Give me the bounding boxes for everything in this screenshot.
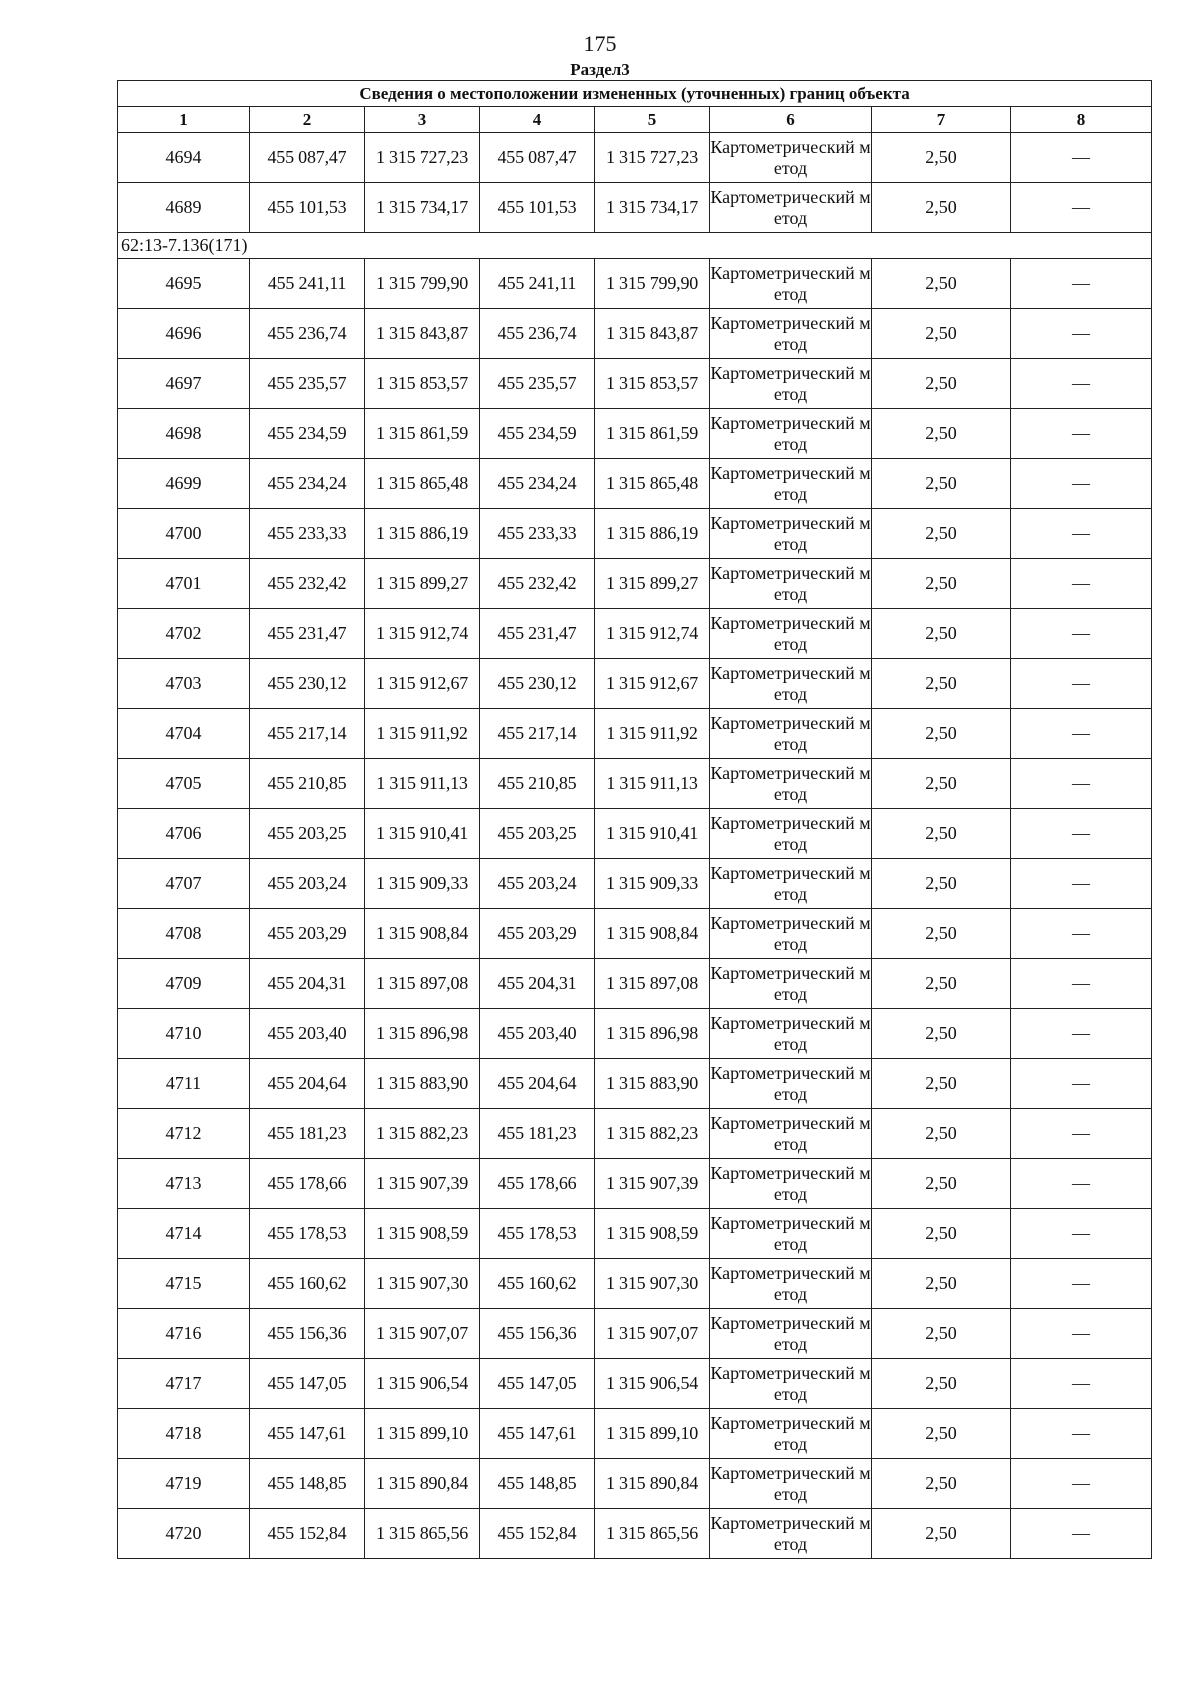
x-existing: 455 236,74 xyxy=(250,309,365,359)
x-refined: 455 087,47 xyxy=(480,133,595,183)
table-row xyxy=(118,259,1152,309)
y-existing: 1 315 896,98 xyxy=(365,1009,480,1059)
precision-cell: 2,50 xyxy=(872,959,1011,1009)
point-number: 4719 xyxy=(118,1459,250,1509)
x-existing: 455 147,05 xyxy=(250,1359,365,1409)
x-refined: 455 178,66 xyxy=(480,1159,595,1209)
method-cell: Картометрический метод xyxy=(710,1409,872,1459)
y-refined: 1 315 907,07 xyxy=(595,1309,710,1359)
x-existing: 455 232,42 xyxy=(250,559,365,609)
x-refined: 455 148,85 xyxy=(480,1459,595,1509)
y-refined: 1 315 861,59 xyxy=(595,409,710,459)
table-row xyxy=(118,1159,1152,1209)
x-existing: 455 160,62 xyxy=(250,1259,365,1309)
point-number: 4700 xyxy=(118,509,250,559)
precision-cell: 2,50 xyxy=(872,409,1011,459)
precision-cell: 2,50 xyxy=(872,259,1011,309)
x-existing: 455 234,24 xyxy=(250,459,365,509)
y-existing: 1 315 911,92 xyxy=(365,709,480,759)
table-row xyxy=(118,959,1152,1009)
method-cell: Картометрический метод xyxy=(710,1309,872,1359)
note-cell: — xyxy=(1011,1209,1152,1259)
point-number: 4711 xyxy=(118,1059,250,1109)
y-refined: 1 315 882,23 xyxy=(595,1109,710,1159)
point-number: 4713 xyxy=(118,1159,250,1209)
point-number: 4703 xyxy=(118,659,250,709)
precision-cell: 2,50 xyxy=(872,1459,1011,1509)
point-number: 4698 xyxy=(118,409,250,459)
method-cell: Картометрический метод xyxy=(710,859,872,909)
point-number: 4704 xyxy=(118,709,250,759)
y-refined: 1 315 912,67 xyxy=(595,659,710,709)
method-cell: Картометрический метод xyxy=(710,559,872,609)
method-cell: Картометрический метод xyxy=(710,509,872,559)
note-cell: — xyxy=(1011,559,1152,609)
y-existing: 1 315 906,54 xyxy=(365,1359,480,1409)
table-row xyxy=(118,309,1152,359)
y-refined: 1 315 883,90 xyxy=(595,1059,710,1109)
y-existing: 1 315 882,23 xyxy=(365,1109,480,1159)
y-existing: 1 315 861,59 xyxy=(365,409,480,459)
method-cell: Картометрический метод xyxy=(710,409,872,459)
note-cell: — xyxy=(1011,709,1152,759)
point-number: 4720 xyxy=(118,1509,250,1559)
method-cell: Картометрический метод xyxy=(710,309,872,359)
note-cell: — xyxy=(1011,1309,1152,1359)
table-caption-row xyxy=(118,81,1152,107)
y-refined: 1 315 727,23 xyxy=(595,133,710,183)
y-existing: 1 315 886,19 xyxy=(365,509,480,559)
column-number: 2 xyxy=(250,107,365,133)
method-cell: Картометрический метод xyxy=(710,359,872,409)
y-refined: 1 315 911,92 xyxy=(595,709,710,759)
note-cell: — xyxy=(1011,409,1152,459)
table-row xyxy=(118,509,1152,559)
y-refined: 1 315 896,98 xyxy=(595,1009,710,1059)
y-existing: 1 315 727,23 xyxy=(365,133,480,183)
precision-cell: 2,50 xyxy=(872,183,1011,233)
method-cell: Картометрический метод xyxy=(710,459,872,509)
point-number: 4696 xyxy=(118,309,250,359)
x-refined: 455 181,23 xyxy=(480,1109,595,1159)
x-refined: 455 241,11 xyxy=(480,259,595,309)
point-number: 4708 xyxy=(118,909,250,959)
table-row xyxy=(118,459,1152,509)
x-refined: 455 203,24 xyxy=(480,859,595,909)
method-cell: Картометрический метод xyxy=(710,183,872,233)
point-number: 4699 xyxy=(118,459,250,509)
y-existing: 1 315 911,13 xyxy=(365,759,480,809)
method-cell: Картометрический метод xyxy=(710,1459,872,1509)
point-number: 4705 xyxy=(118,759,250,809)
column-number: 8 xyxy=(1011,107,1152,133)
table-row xyxy=(118,1459,1152,1509)
y-existing: 1 315 908,59 xyxy=(365,1209,480,1259)
x-refined: 455 101,53 xyxy=(480,183,595,233)
y-refined: 1 315 909,33 xyxy=(595,859,710,909)
y-existing: 1 315 865,48 xyxy=(365,459,480,509)
method-cell: Картометрический метод xyxy=(710,659,872,709)
x-refined: 455 235,57 xyxy=(480,359,595,409)
y-refined: 1 315 908,59 xyxy=(595,1209,710,1259)
table-row xyxy=(118,1359,1152,1409)
precision-cell: 2,50 xyxy=(872,659,1011,709)
page-number: 175 xyxy=(583,31,617,56)
precision-cell: 2,50 xyxy=(872,459,1011,509)
precision-cell: 2,50 xyxy=(872,1009,1011,1059)
method-cell: Картометрический метод xyxy=(710,809,872,859)
column-number: 1 xyxy=(118,107,250,133)
column-number-row xyxy=(118,107,1152,133)
note-cell: — xyxy=(1011,1409,1152,1459)
x-existing: 455 203,24 xyxy=(250,859,365,909)
x-existing: 455 156,36 xyxy=(250,1309,365,1359)
y-existing: 1 315 734,17 xyxy=(365,183,480,233)
x-existing: 455 147,61 xyxy=(250,1409,365,1459)
x-existing: 455 087,47 xyxy=(250,133,365,183)
table-row xyxy=(118,1259,1152,1309)
note-cell: — xyxy=(1011,659,1152,709)
note-cell: — xyxy=(1011,759,1152,809)
note-cell: — xyxy=(1011,133,1152,183)
y-existing: 1 315 912,74 xyxy=(365,609,480,659)
x-existing: 455 181,23 xyxy=(250,1109,365,1159)
section-label: Раздел3 xyxy=(570,60,630,79)
x-existing: 455 148,85 xyxy=(250,1459,365,1509)
x-existing: 455 210,85 xyxy=(250,759,365,809)
table-row xyxy=(118,359,1152,409)
table-row xyxy=(118,133,1152,183)
y-existing: 1 315 890,84 xyxy=(365,1459,480,1509)
point-number: 4701 xyxy=(118,559,250,609)
method-cell: Картометрический метод xyxy=(710,759,872,809)
y-existing: 1 315 865,56 xyxy=(365,1509,480,1559)
y-refined: 1 315 865,48 xyxy=(595,459,710,509)
x-existing: 455 230,12 xyxy=(250,659,365,709)
note-cell: — xyxy=(1011,459,1152,509)
note-cell: — xyxy=(1011,1259,1152,1309)
precision-cell: 2,50 xyxy=(872,759,1011,809)
x-refined: 455 234,59 xyxy=(480,409,595,459)
y-existing: 1 315 899,10 xyxy=(365,1409,480,1459)
y-refined: 1 315 910,41 xyxy=(595,809,710,859)
method-cell: Картометрический метод xyxy=(710,709,872,759)
y-refined: 1 315 843,87 xyxy=(595,309,710,359)
precision-cell: 2,50 xyxy=(872,1159,1011,1209)
y-refined: 1 315 899,27 xyxy=(595,559,710,609)
precision-cell: 2,50 xyxy=(872,1409,1011,1459)
y-existing: 1 315 897,08 xyxy=(365,959,480,1009)
precision-cell: 2,50 xyxy=(872,709,1011,759)
precision-cell: 2,50 xyxy=(872,1259,1011,1309)
column-number: 6 xyxy=(710,107,872,133)
table-row xyxy=(118,559,1152,609)
x-existing: 455 204,64 xyxy=(250,1059,365,1109)
x-existing: 455 241,11 xyxy=(250,259,365,309)
point-number: 4709 xyxy=(118,959,250,1009)
precision-cell: 2,50 xyxy=(872,559,1011,609)
y-existing: 1 315 907,30 xyxy=(365,1259,480,1309)
y-refined: 1 315 906,54 xyxy=(595,1359,710,1409)
x-refined: 455 230,12 xyxy=(480,659,595,709)
x-refined: 455 152,84 xyxy=(480,1509,595,1559)
precision-cell: 2,50 xyxy=(872,809,1011,859)
point-number: 4710 xyxy=(118,1009,250,1059)
coordinates-table xyxy=(117,80,1152,1559)
y-refined: 1 315 865,56 xyxy=(595,1509,710,1559)
column-number: 7 xyxy=(872,107,1011,133)
x-existing: 455 178,53 xyxy=(250,1209,365,1259)
method-cell: Картометрический метод xyxy=(710,1509,872,1559)
x-existing: 455 203,40 xyxy=(250,1009,365,1059)
method-cell: Картометрический метод xyxy=(710,1159,872,1209)
precision-cell: 2,50 xyxy=(872,133,1011,183)
group-section xyxy=(118,233,1152,259)
note-cell: — xyxy=(1011,1109,1152,1159)
column-number: 5 xyxy=(595,107,710,133)
method-cell: Картометрический метод xyxy=(710,1209,872,1259)
x-refined: 455 217,14 xyxy=(480,709,595,759)
precision-cell: 2,50 xyxy=(872,1209,1011,1259)
note-cell: — xyxy=(1011,259,1152,309)
method-cell: Картометрический метод xyxy=(710,1009,872,1059)
table-row xyxy=(118,1409,1152,1459)
y-refined: 1 315 907,39 xyxy=(595,1159,710,1209)
note-cell: — xyxy=(1011,1509,1152,1559)
table-row xyxy=(118,859,1152,909)
y-refined: 1 315 734,17 xyxy=(595,183,710,233)
point-number: 4702 xyxy=(118,609,250,659)
precision-cell: 2,50 xyxy=(872,1059,1011,1109)
y-refined: 1 315 799,90 xyxy=(595,259,710,309)
y-refined: 1 315 897,08 xyxy=(595,959,710,1009)
y-existing: 1 315 910,41 xyxy=(365,809,480,859)
point-number: 4717 xyxy=(118,1359,250,1409)
x-existing: 455 234,59 xyxy=(250,409,365,459)
method-cell: Картометрический метод xyxy=(710,133,872,183)
method-cell: Картометрический метод xyxy=(710,609,872,659)
note-cell: — xyxy=(1011,1009,1152,1059)
precision-cell: 2,50 xyxy=(872,1309,1011,1359)
x-existing: 455 178,66 xyxy=(250,1159,365,1209)
point-number: 4718 xyxy=(118,1409,250,1459)
table-row xyxy=(118,709,1152,759)
y-refined: 1 315 886,19 xyxy=(595,509,710,559)
x-refined: 455 210,85 xyxy=(480,759,595,809)
precision-cell: 2,50 xyxy=(872,859,1011,909)
y-existing: 1 315 909,33 xyxy=(365,859,480,909)
y-refined: 1 315 911,13 xyxy=(595,759,710,809)
x-refined: 455 156,36 xyxy=(480,1309,595,1359)
x-existing: 455 217,14 xyxy=(250,709,365,759)
note-cell: — xyxy=(1011,1459,1152,1509)
y-existing: 1 315 908,84 xyxy=(365,909,480,959)
group-label: 62:13-7.136(171) xyxy=(118,233,1152,259)
y-existing: 1 315 907,07 xyxy=(365,1309,480,1359)
point-number: 4714 xyxy=(118,1209,250,1259)
precision-cell: 2,50 xyxy=(872,1509,1011,1559)
precision-cell: 2,50 xyxy=(872,509,1011,559)
table-row xyxy=(118,1509,1152,1559)
precision-cell: 2,50 xyxy=(872,1109,1011,1159)
x-existing: 455 204,31 xyxy=(250,959,365,1009)
method-cell: Картометрический метод xyxy=(710,909,872,959)
x-refined: 455 178,53 xyxy=(480,1209,595,1259)
y-existing: 1 315 799,90 xyxy=(365,259,480,309)
x-existing: 455 233,33 xyxy=(250,509,365,559)
y-existing: 1 315 883,90 xyxy=(365,1059,480,1109)
method-cell: Картометрический метод xyxy=(710,1259,872,1309)
precision-cell: 2,50 xyxy=(872,309,1011,359)
y-refined: 1 315 853,57 xyxy=(595,359,710,409)
precision-cell: 2,50 xyxy=(872,359,1011,409)
note-cell: — xyxy=(1011,309,1152,359)
rows-after-group xyxy=(118,259,1152,1559)
note-cell: — xyxy=(1011,509,1152,559)
note-cell: — xyxy=(1011,859,1152,909)
table-row xyxy=(118,1109,1152,1159)
table-row xyxy=(118,759,1152,809)
point-number: 4716 xyxy=(118,1309,250,1359)
point-number: 4706 xyxy=(118,809,250,859)
x-refined: 455 204,31 xyxy=(480,959,595,1009)
x-refined: 455 204,64 xyxy=(480,1059,595,1109)
precision-cell: 2,50 xyxy=(872,609,1011,659)
x-refined: 455 203,40 xyxy=(480,1009,595,1059)
table-row xyxy=(118,609,1152,659)
x-existing: 455 203,25 xyxy=(250,809,365,859)
x-refined: 455 236,74 xyxy=(480,309,595,359)
table-row xyxy=(118,409,1152,459)
point-number: 4697 xyxy=(118,359,250,409)
x-refined: 455 233,33 xyxy=(480,509,595,559)
y-existing: 1 315 912,67 xyxy=(365,659,480,709)
table-row xyxy=(118,1209,1152,1259)
table-row xyxy=(118,1059,1152,1109)
x-existing: 455 231,47 xyxy=(250,609,365,659)
y-existing: 1 315 899,27 xyxy=(365,559,480,609)
y-existing: 1 315 907,39 xyxy=(365,1159,480,1209)
x-existing: 455 235,57 xyxy=(250,359,365,409)
point-number: 4694 xyxy=(118,133,250,183)
method-cell: Картометрический метод xyxy=(710,1059,872,1109)
table-row xyxy=(118,909,1152,959)
table-caption: Сведения о местоположении измененных (уточненных) границ объекта xyxy=(118,81,1152,107)
point-number: 4712 xyxy=(118,1109,250,1159)
y-existing: 1 315 853,57 xyxy=(365,359,480,409)
y-refined: 1 315 907,30 xyxy=(595,1259,710,1309)
y-refined: 1 315 890,84 xyxy=(595,1459,710,1509)
table-row xyxy=(118,183,1152,233)
x-refined: 455 234,24 xyxy=(480,459,595,509)
x-existing: 455 101,53 xyxy=(250,183,365,233)
table-row xyxy=(118,659,1152,709)
x-refined: 455 231,47 xyxy=(480,609,595,659)
precision-cell: 2,50 xyxy=(872,909,1011,959)
note-cell: — xyxy=(1011,959,1152,1009)
table-row xyxy=(118,809,1152,859)
method-cell: Картометрический метод xyxy=(710,259,872,309)
x-refined: 455 160,62 xyxy=(480,1259,595,1309)
x-refined: 455 147,05 xyxy=(480,1359,595,1409)
note-cell: — xyxy=(1011,1159,1152,1209)
y-refined: 1 315 912,74 xyxy=(595,609,710,659)
x-existing: 455 152,84 xyxy=(250,1509,365,1559)
note-cell: — xyxy=(1011,609,1152,659)
method-cell: Картометрический метод xyxy=(710,959,872,1009)
method-cell: Картометрический метод xyxy=(710,1109,872,1159)
column-number: 3 xyxy=(365,107,480,133)
note-cell: — xyxy=(1011,1059,1152,1109)
y-refined: 1 315 899,10 xyxy=(595,1409,710,1459)
x-refined: 455 203,25 xyxy=(480,809,595,859)
y-existing: 1 315 843,87 xyxy=(365,309,480,359)
point-number: 4707 xyxy=(118,859,250,909)
x-refined: 455 147,61 xyxy=(480,1409,595,1459)
note-cell: — xyxy=(1011,183,1152,233)
point-number: 4695 xyxy=(118,259,250,309)
note-cell: — xyxy=(1011,359,1152,409)
x-existing: 455 203,29 xyxy=(250,909,365,959)
x-refined: 455 232,42 xyxy=(480,559,595,609)
note-cell: — xyxy=(1011,1359,1152,1409)
precision-cell: 2,50 xyxy=(872,1359,1011,1409)
x-refined: 455 203,29 xyxy=(480,909,595,959)
point-number: 4689 xyxy=(118,183,250,233)
table-row xyxy=(118,1009,1152,1059)
group-row xyxy=(118,233,1152,259)
table-row xyxy=(118,1309,1152,1359)
note-cell: — xyxy=(1011,809,1152,859)
note-cell: — xyxy=(1011,909,1152,959)
column-number: 4 xyxy=(480,107,595,133)
rows-before-group xyxy=(118,133,1152,233)
point-number: 4715 xyxy=(118,1259,250,1309)
y-refined: 1 315 908,84 xyxy=(595,909,710,959)
method-cell: Картометрический метод xyxy=(710,1359,872,1409)
